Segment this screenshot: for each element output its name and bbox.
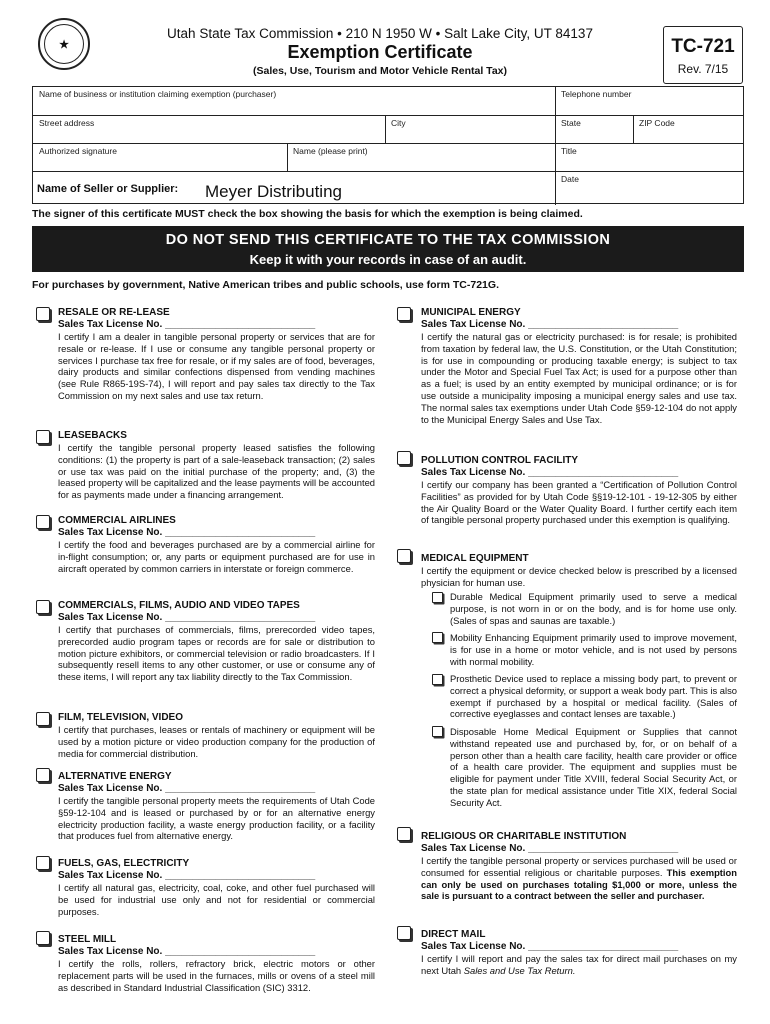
form-number-box	[663, 26, 743, 84]
section-leasebacks	[58, 430, 375, 501]
religious-charitable-checkbox[interactable]	[397, 827, 411, 841]
section-title: COMMERCIAL AIRLINES	[58, 515, 176, 526]
section-religious-charitable	[421, 831, 737, 902]
sales-tax-license-field[interactable]: Sales Tax License No. ___________________________	[421, 941, 679, 952]
mobility-enhancing-checkbox[interactable]	[432, 632, 443, 643]
durable-medical-item: Durable Medical Equipment primarily used to serve a medical purpose, is not worn in or on the body, and is for home use only. (Sales of spas and saunas are taxable.)	[450, 591, 737, 626]
business-name-field[interactable]: Name of business or institution claiming exemption (purchaser)	[39, 89, 277, 99]
sales-tax-license-field[interactable]: Sales Tax License No. ___________________________	[58, 946, 316, 957]
street-address-field[interactable]: Street address	[39, 118, 95, 128]
section-title: ALTERNATIVE ENERGY	[58, 771, 172, 782]
sales-tax-license-field[interactable]: Sales Tax License No. ___________________________	[58, 870, 316, 881]
commercials-films-checkbox[interactable]	[36, 600, 50, 614]
resale-checkbox[interactable]	[36, 307, 50, 321]
section-municipal-energy	[421, 307, 737, 425]
form-title: Exemption Certificate	[287, 42, 473, 62]
direct-mail-body-text: I certify I will report and pay the sales tax for direct mail purchases on my next Utah	[421, 953, 737, 976]
sales-tax-license-field[interactable]: Sales Tax License No. ___________________________	[421, 843, 679, 854]
section-body: I certify the tangible personal property meets the requirements of Utah Code §59-12-104 and is leased or purchased by or for an alternative energy electricity production facility, a waste energy production facility, or a facility that produces fuel from alternative energy.	[58, 795, 375, 842]
steel-mill-checkbox[interactable]	[36, 931, 50, 945]
section-commercial-airlines	[58, 515, 375, 574]
city-field[interactable]: City	[391, 118, 406, 128]
section-body: I certify that purchases of commercials, films, prerecorded video tapes, prerecorded audio program tapes or records are for sale or distribution to motion picture exhibitors, or commercial television or radio broadcasters. If I subsequently resell items to any other customer, or use or consume any of these items, I will report any tax liability directly to the Tax Commission.	[58, 624, 375, 683]
section-title: RESALE OR RE-LEASE	[58, 307, 170, 318]
prosthetic-device-checkbox[interactable]	[432, 674, 443, 685]
section-body: I certify our company has been granted a “Certification of Pollution Control Facilities” as provided for by Utah Code §§19-12-101 - 19-12-305 by either the Air Quality Board or the Water Quality Board. I further certify each item of tangible personal property purchased under this exemption is qualifying.	[421, 479, 737, 526]
form-subtitle: (Sales, Use, Tourism and Motor Vehicle Rental Tax)	[252, 65, 507, 77]
direct-mail-checkbox[interactable]	[397, 926, 411, 940]
section-medical-equipment	[421, 553, 737, 589]
state-seal-icon: ★	[38, 18, 90, 70]
section-title: DIRECT MAIL	[421, 929, 486, 940]
authorized-signature-field[interactable]: Authorized signature	[39, 146, 117, 156]
disposable-medical-item: Disposable Home Medical Equipment or Supplies that cannot withstand repeated use and purchased by, for, or on behalf of a person other than a health care facility, health care provider or office of a health care provider. The equipment and supplies must be eligible for payment under Title XVIII, federal Social Security Act, or the state plan for medical assistance under Title XIX, federal Social Security Act.	[450, 726, 737, 808]
section-title: POLLUTION CONTROL FACILITY	[421, 455, 579, 466]
leasebacks-checkbox[interactable]	[36, 430, 50, 444]
religious-limit-note: This exemption can only be used on purchases totaling $1,000 or more, unless the sale is pursuant to a contract between the seller and purchaser.	[421, 866, 737, 902]
sales-tax-license-field[interactable]: Sales Tax License No. ___________________________	[421, 467, 679, 478]
print-name-field[interactable]: Name (please print)	[293, 146, 368, 156]
section-title: MUNICIPAL ENERGY	[421, 307, 521, 318]
section-steel-mill	[58, 934, 375, 993]
signer-instruction: The signer of this certificate MUST check the box showing the basis for which the exemption is being claimed.	[32, 208, 583, 220]
prosthetic-device-item: Prosthetic Device used to replace a missing body part, to prevent or correct a physical deformity, or support a weak body part. This is also exempt if purchased by a hospital or medical facility. (Sales of corrective eyeglasses and contact lenses are taxable.)	[450, 673, 737, 720]
zip-code-field[interactable]: ZIP Code	[639, 118, 675, 128]
section-body: I certify I am a dealer in tangible personal property or services that are for resale or re-lease. If I use or consume any tangible personal property or services I purchase tax free for resale, or if my sales are of food, beverages, dairy products and similar confections dispensed from vending machines (see Rule R865-19S-74), I will report and pay sales tax directly to the Tax Commission on my next sales and use tax return.	[58, 331, 375, 401]
purchaser-form	[32, 86, 744, 204]
date-field[interactable]: Date	[561, 174, 579, 184]
section-title: STEEL MILL	[58, 934, 117, 945]
section-title: FILM, TELEVISION, VIDEO	[58, 712, 184, 723]
section-resale	[58, 307, 375, 402]
section-body: I certify the tangible personal property leased satisfies the following conditions: (1) the property is part of a sale-leaseback transaction; (2) sales or use tax was paid on the initial purchase of the property; and, (3) the leased property will be capitalized and the lease payments will be accounted for as payments made under a financing arrangement.	[58, 442, 375, 501]
telephone-field[interactable]: Telephone number	[561, 89, 632, 99]
section-pollution-control	[421, 455, 737, 526]
disposable-medical-checkbox[interactable]	[432, 726, 443, 737]
seller-name-value[interactable]: Meyer Distributing	[205, 182, 342, 201]
section-body: I certify all natural gas, electricity, coal, coke, and other fuel purchased will be used for industrial use only and not for residential or commercial purposes.	[58, 882, 375, 917]
commercial-airlines-checkbox[interactable]	[36, 515, 50, 529]
section-body: I certify that purchases, leases or rentals of machinery or equipment will be used by a motion picture or video production company for the production of media for commercial distribution.	[58, 724, 375, 759]
seller-label: Name of Seller or Supplier:	[37, 183, 179, 195]
alternative-energy-checkbox[interactable]	[36, 768, 50, 782]
section-film-television	[58, 712, 375, 759]
section-body: I certify the rolls, rollers, refractory brick, electric motors or other replacement parts will be used in the furnaces, mills or ovens of a steel mill as described in Standard Industrial Classification (SIC) 3312.	[58, 958, 375, 993]
pollution-control-checkbox[interactable]	[397, 451, 411, 465]
government-purchases-note: For purchases by government, Native American tribes and public schools, use form TC-721G.	[32, 279, 499, 291]
warning-banner	[32, 226, 744, 272]
section-body: I certify the food and beverages purchased are by a commercial airline for in-flight consumption; or, any parts or equipment purchased are for use in aircraft operated by common carriers in interstate or foreign commerce.	[58, 539, 375, 574]
section-direct-mail	[421, 929, 737, 977]
state-field[interactable]: State	[561, 118, 581, 128]
section-title: FUELS, GAS, ELECTRICITY	[58, 858, 190, 869]
direct-mail-return-name: Sales and Use Tax Return.	[463, 964, 576, 976]
form-number: TC-721	[671, 36, 735, 57]
section-body: I certify the equipment or device checked below is prescribed by a licensed physician for human use.	[421, 565, 737, 588]
municipal-energy-checkbox[interactable]	[397, 307, 411, 321]
section-title: RELIGIOUS OR CHARITABLE INSTITUTION	[421, 831, 627, 842]
section-fuels-gas-electricity	[58, 858, 375, 917]
section-alternative-energy	[58, 771, 375, 842]
sales-tax-license-field[interactable]: Sales Tax License No. ___________________________	[58, 783, 316, 794]
film-television-checkbox[interactable]	[36, 712, 50, 726]
title-field[interactable]: Title	[561, 146, 577, 156]
sales-tax-license-field[interactable]: Sales Tax License No. ___________________________	[58, 612, 316, 623]
banner-headline: DO NOT SEND THIS CERTIFICATE TO THE TAX COMMISSION	[165, 232, 611, 248]
section-body	[421, 953, 737, 977]
section-title: COMMERCIALS, FILMS, AUDIO AND VIDEO TAPES	[58, 600, 300, 611]
agency-address: Utah State Tax Commission • 210 N 1950 W • Salt Lake City, UT 84137	[167, 26, 593, 41]
fuels-gas-electricity-checkbox[interactable]	[36, 856, 50, 870]
sales-tax-license-field[interactable]: Sales Tax License No. ___________________________	[58, 319, 316, 330]
religious-body-text: I certify the tangible personal property or services purchased will be used or consumed for essential religious or charitable purposes.	[421, 855, 737, 878]
form-revision: Rev. 7/15	[677, 62, 729, 76]
sales-tax-license-field[interactable]: Sales Tax License No. ___________________________	[58, 527, 316, 538]
section-commercials-films	[58, 600, 375, 683]
section-title: MEDICAL EQUIPMENT	[421, 553, 529, 564]
mobility-enhancing-item: Mobility Enhancing Equipment primarily used to improve movement, is for use in a home or motor vehicle, and is not used by persons with normal mobility.	[450, 632, 737, 667]
medical-equipment-checkbox[interactable]	[397, 549, 411, 563]
durable-medical-checkbox[interactable]	[432, 592, 443, 603]
section-body: I certify the natural gas or electricity purchased: is for resale; is prohibited from taxation by federal law, the U.S. Constitution, or the Utah Constitution; is for use in compounding or producing taxable energy; is subject to tax under the Motor and Special Fuel Tax Act; is used for a purpose other than as a fuel; is used by an entity exempted by municipal ordinance; or is for use outside a municipality imposing a municipal energy sales and use tax. The normal sales tax exemptions under Utah Code §59-12-104 do not apply to the Municipal Energy Sales and Use Tax.	[421, 331, 737, 425]
section-body	[421, 855, 737, 902]
section-title: LEASEBACKS	[58, 430, 127, 441]
banner-subline: Keep it with your records in case of an audit.	[249, 252, 527, 267]
sales-tax-license-field[interactable]: Sales Tax License No. ___________________________	[421, 319, 679, 330]
